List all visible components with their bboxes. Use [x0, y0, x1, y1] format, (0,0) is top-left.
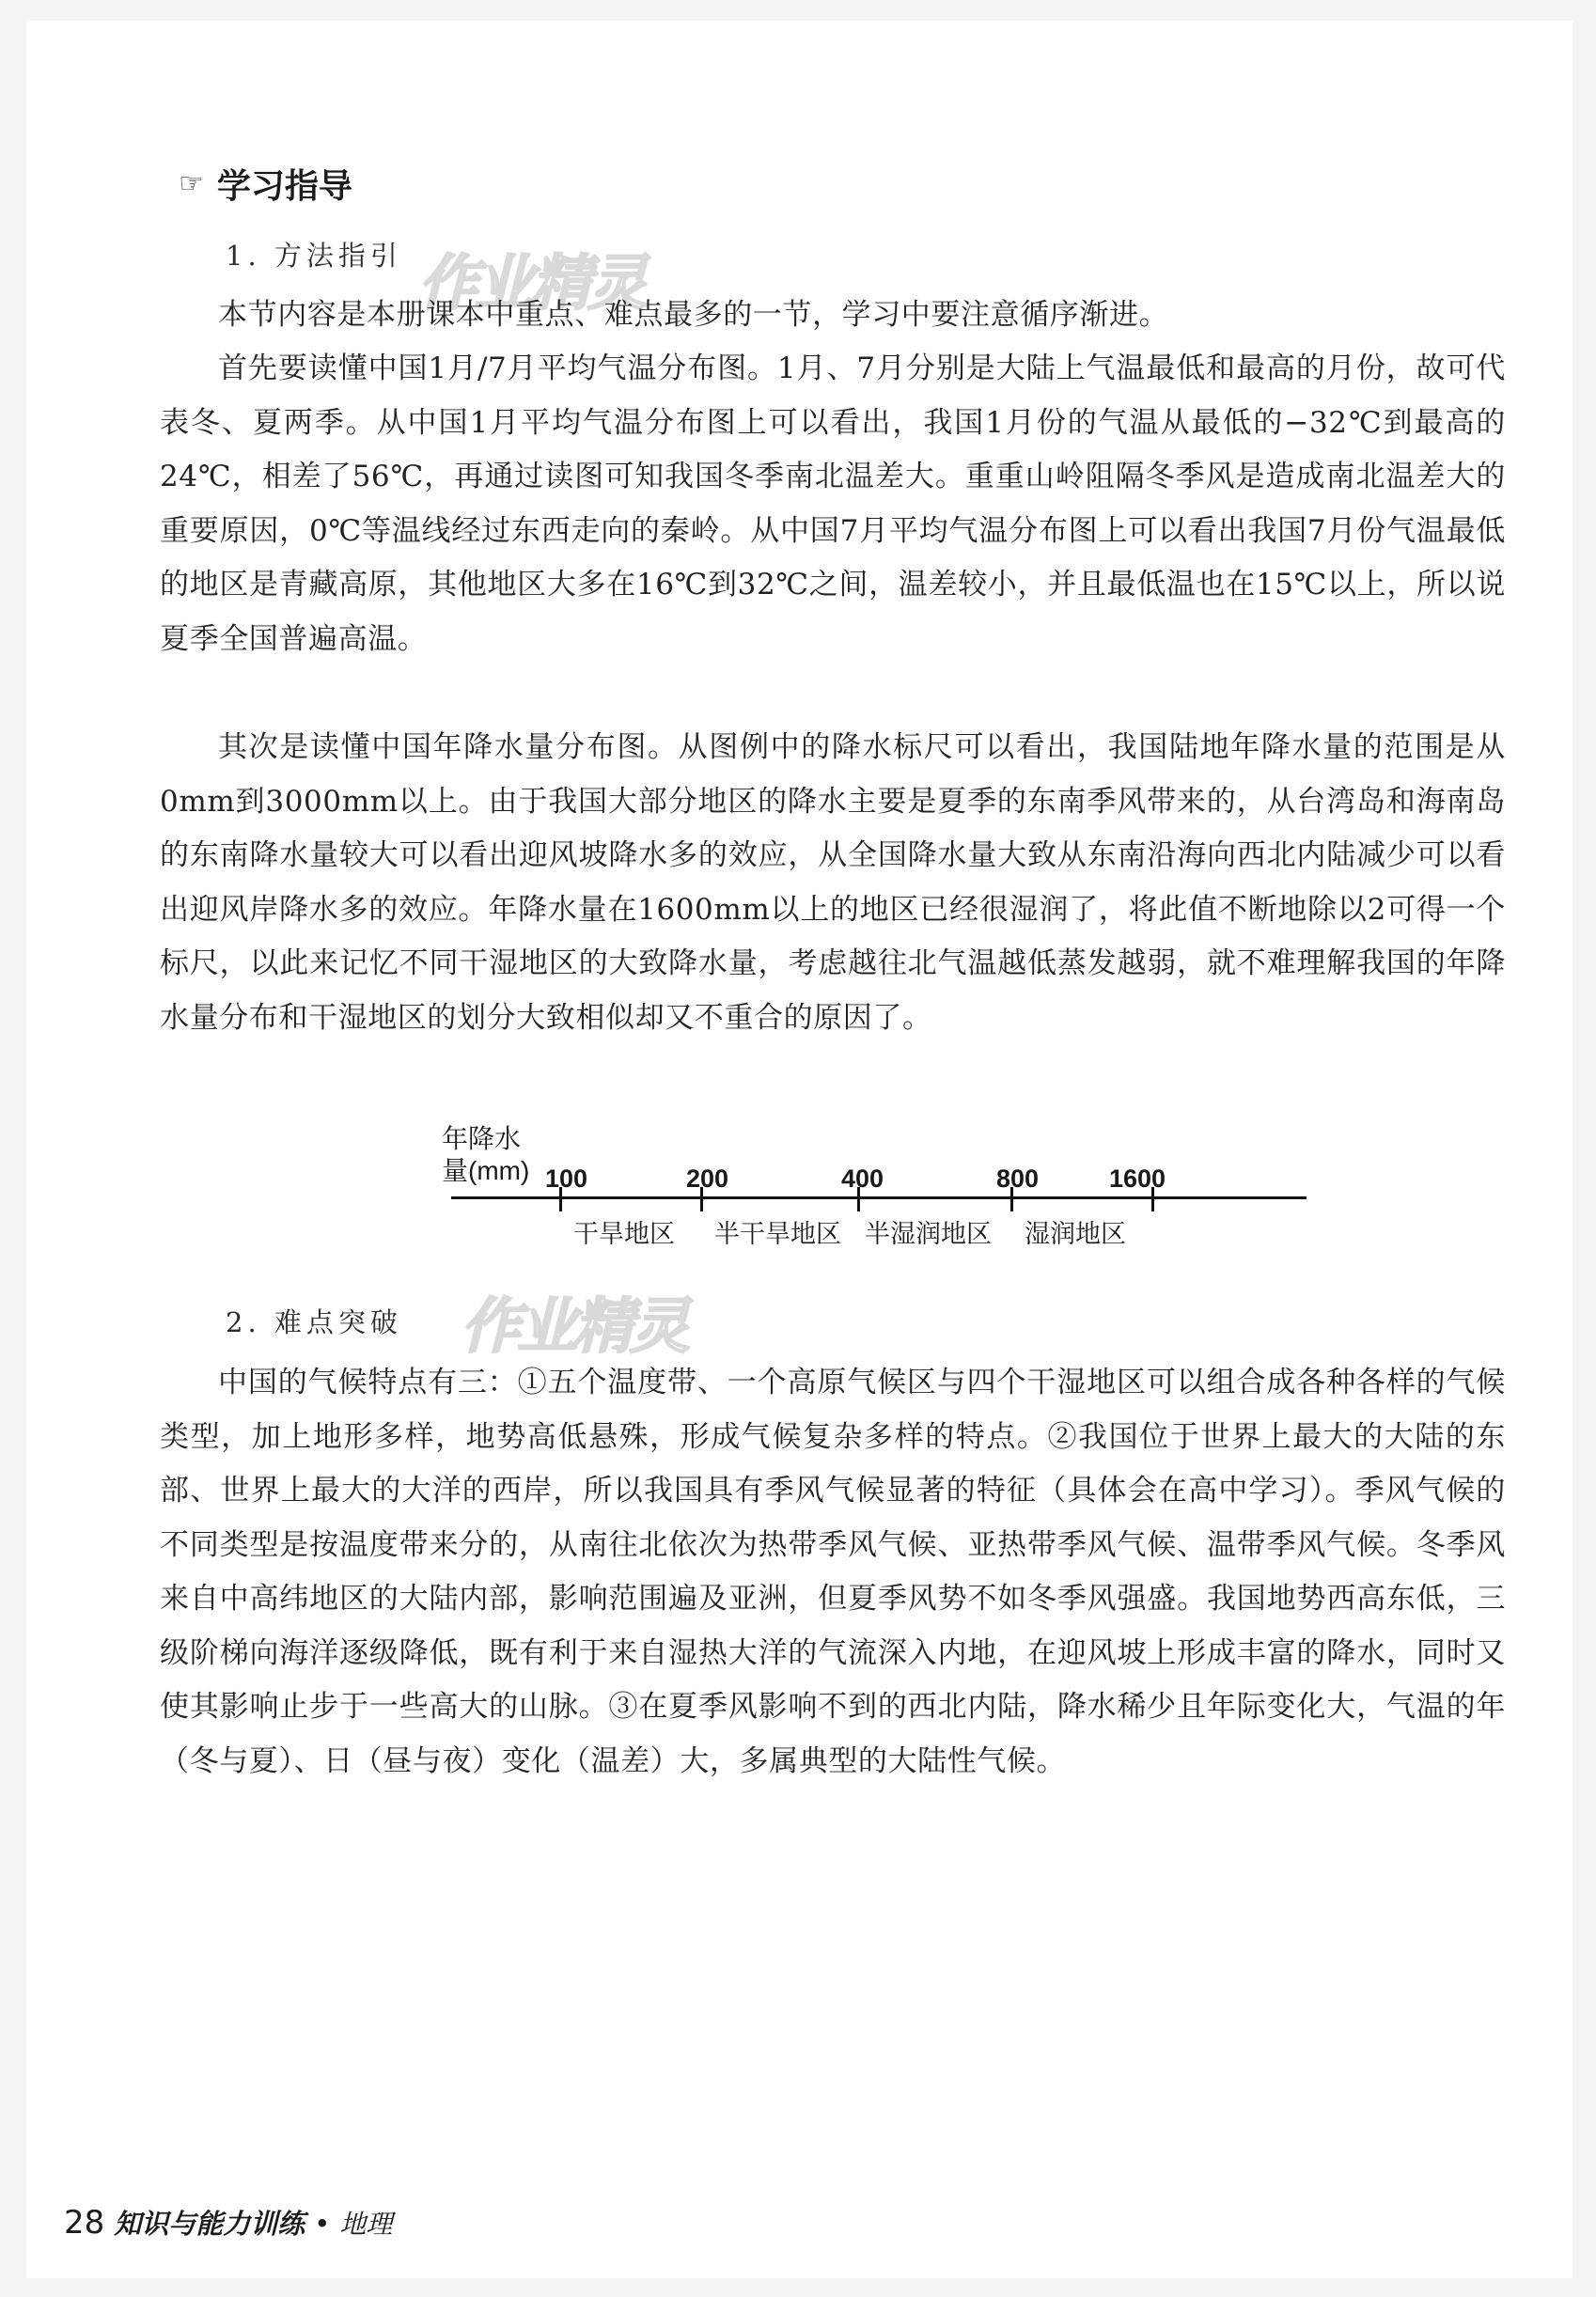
footer-separator: •	[314, 2208, 331, 2240]
method-paragraph-2: 首先要读懂中国1月/7月平均气温分布图。1月、7月分别是大陆上气温最低和最高的月份，故可代表冬、夏两季。从中国1月平均气温分布图上可以看出，我国1月份的气温从最低的−32℃到最高的24℃，相差了56℃，再通过读图可知我国冬季南北温差大。重重山岭阻隔冬季风是造成南北温差大的重要原因，0℃等温线经过东西走向的秦岭。从中国7月平均气温分布图上可以看出我国7月份气温最低的地区是青藏高原，其他地区大多在16℃到32℃之间，温差较小，并且最低温也在15℃以上，所以说夏季全国普遍高温。	[160, 352, 1506, 656]
scale-axis-title-line1: 年降水	[442, 1124, 522, 1153]
subject-name: 地理	[339, 2209, 393, 2240]
scale-region-label: 半干旱地区	[714, 1220, 841, 1248]
scale-region-label: 干旱地区	[573, 1220, 675, 1248]
section-title	[179, 160, 352, 208]
scale-axis-title	[442, 1123, 529, 1187]
scale-region-label: 半湿润地区	[865, 1220, 992, 1248]
method-paragraph-1: 本节内容是本册课本中重点、难点最多的一节，学习中要注意循序渐进。	[218, 298, 1169, 332]
section-title-text: 学习指导	[216, 167, 352, 206]
scale-region-label: 湿润地区	[1025, 1220, 1126, 1248]
watermark: 作业精灵	[461, 1292, 686, 1362]
pointing-hand-icon: ☞	[179, 167, 204, 200]
scale-tick-label: 200	[686, 1164, 729, 1193]
difficulty-paragraph: 中国的气候特点有三：①五个温度带、一个高原气候区与四个干湿地区可以组合成各种各样的气候类型，加上地形多样，地势高低悬殊，形成气候复杂多样的特点。②我国位于世界上最大的大陆的东部、世界上最大的大洋的西岸，所以我国具有季风气候显著的特征（具体会在高中学习）。季风气候的不同类型是按温度带来分的，从南往北依次为热带季风气候、亚热带季风气候、温带季风气候。冬季风来自中高纬地区的大陆内部，影响范围遍及亚洲，但夏季风势不如冬季风强盛。我国地势西高东低，三级阶梯向海洋逐级降低，既有利于来自湿热大洋的气流深入内地，在迎风坡上形成丰富的降水，同时又使其影响止步于一些高大的山脉。③在夏季风影响不到的西北内陆，降水稀少且年际变化大，气温的年（冬与夏）、日（昼与夜）变化（温差）大，多属典型的大陆性气候。	[160, 1366, 1506, 1778]
precipitation-scale	[442, 1123, 1316, 1250]
page-footer	[64, 2203, 392, 2242]
difficulty-heading: 2. 难点突破	[226, 1306, 402, 1338]
scale-tick-label: 800	[996, 1164, 1040, 1193]
scale-tick-label: 400	[841, 1164, 884, 1193]
watermark: 作业精灵	[418, 249, 644, 319]
scale-tick-label: 100	[545, 1164, 588, 1193]
method-heading: 1. 方法指引	[226, 240, 402, 272]
book-title: 知识与能力训练	[114, 2208, 305, 2240]
scale-tick-label: 1600	[1109, 1164, 1166, 1193]
method-paragraph-3: 其次是读懂中国年降水量分布图。从图例中的降水标尺可以看出，我国陆地年降水量的范围是从0mm到3000mm以上。由于我国大部分地区的降水主要是夏季的东南季风带来的，从台湾岛和海南岛的东南降水量较大可以看出迎风坡降水多的效应，从全国降水量大致从东南沿海向西北内陆减少可以看出迎风岸降水多的效应。年降水量在1600mm以上的地区已经很湿润了，将此值不断地除以2可得一个标尺，以此来记忆不同干湿地区的大致降水量，考虑越往北气温越低蒸发越弱，就不难理解我国的年降水量分布和干湿地区的划分大致相似却又不重合的原因了。	[160, 730, 1506, 1035]
scale-axis-line	[451, 1196, 1307, 1199]
page-number: 28	[64, 2204, 105, 2242]
scale-axis-title-line2: 量(mm)	[442, 1156, 530, 1185]
